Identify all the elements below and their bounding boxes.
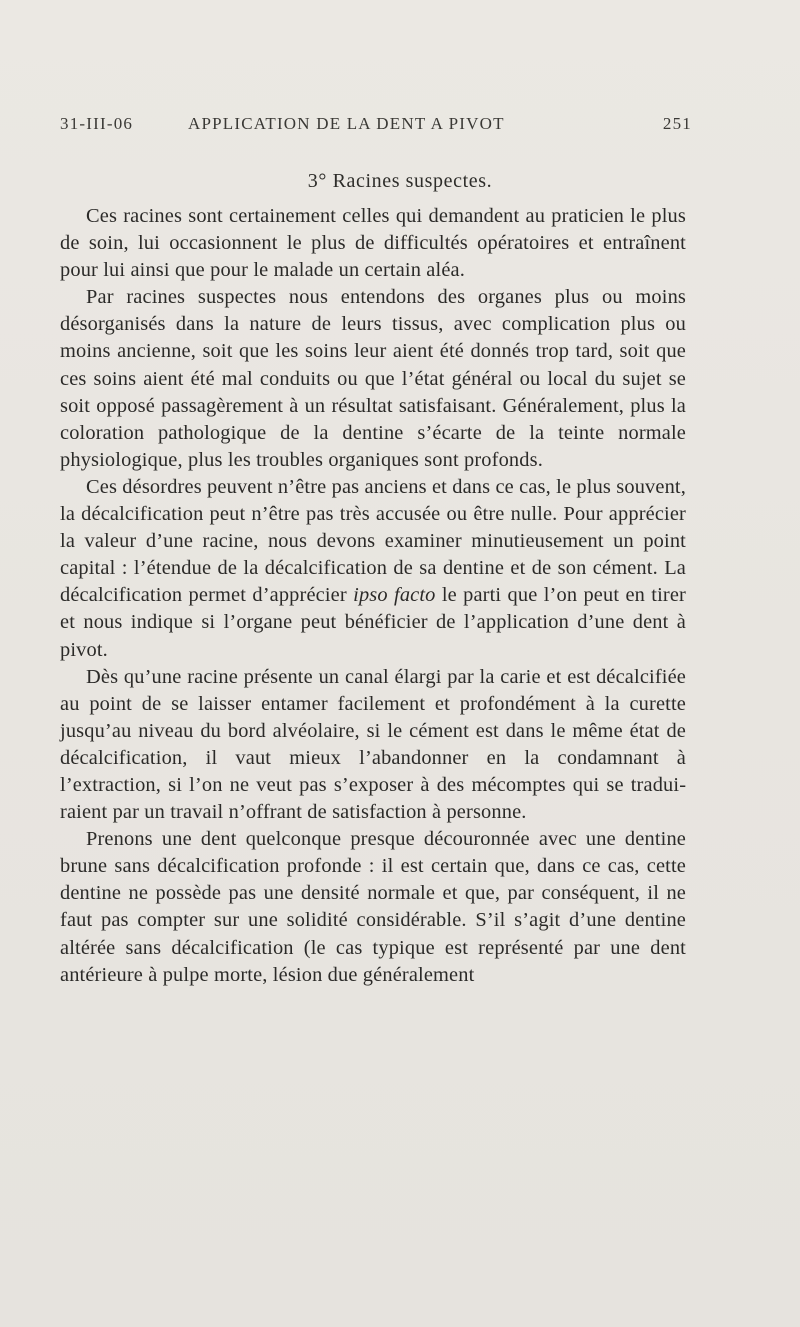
header-chapter-title: APPLICATION DE LA DENT A PIVOT	[188, 114, 505, 133]
paragraph-3	[60, 474, 686, 664]
paragraph-1: Ces racines sont certainement celles qui demandent au praticien le plus de soin, lui occasionnent le plus de difficultés opératoires et entraînent pour lui ainsi que pour le malade un certain aléa.	[60, 205, 686, 282]
page-number: 251	[662, 114, 692, 133]
section-title: 3° Racines suspectes.	[307, 170, 493, 192]
paragraph-5: Prenons une dent quelconque presque découronnée avec une dentine brune sans décalcification profonde : il est certain que, dans ce cas, cette dentine ne possède pas une densité normale et que, par conséquent, il ne faut pas compter sur une solidité considérable. S’il s’agit d’une dentine altérée sans décalcification (le cas typique est représenté par une dent antérieure à pulpe morte, lésion due généralement	[60, 828, 686, 986]
body-text	[60, 203, 686, 989]
paragraph-3-part-2: le parti que l’on peut en tirer et nous indique si l’organe peut bénéficier de l’application d’une dent à pivot.	[60, 584, 686, 661]
italic-phrase: ipso facto	[353, 584, 436, 607]
paragraph-2: Par racines suspectes nous entendons des organes plus ou moins désorganisés dans la nature de leurs tissus, avec complication plus ou moins ancienne, soit que les soins leur aient été donnés trop tard, soit que ces soins aient été mal conduits ou que l’état général ou local du sujet se soit opposé passagèrement à un résultat satisfaisant. Généralement, plus la coloration pathologique de la dentine s’écarte de la teinte normale physiologique, plus les troubles organiques sont profonds.	[60, 286, 686, 471]
paragraph-4: Dès qu’une racine présente un canal élargi par la carie et est décalcifiée au point de se laisser entamer facilement et profondément à la curette jusqu’au niveau du bord alvéolaire, si le cément est dans le même état de décalcification, il vaut mieux l’abandonner en la condamnant à l’extraction, si l’on ne veut pas s’exposer à des mécomptes qui se traduiraient par un travail n’offrant de satisfaction à personne.	[60, 665, 686, 824]
header-date: 31-III-06	[60, 114, 134, 133]
running-header	[60, 114, 692, 138]
paragraph-3-part-1: Ces désordres peuvent n’être pas anciens et dans ce cas, le plus souvent, la décalcification peut n’être pas très accusée ou être nulle. Pour apprécier la valeur d’une racine, nous devons examiner minutieusement un point capital : l’étendue de la décalcification de sa dentine et de son cément. La décalcification permet d’apprécier	[60, 475, 686, 607]
